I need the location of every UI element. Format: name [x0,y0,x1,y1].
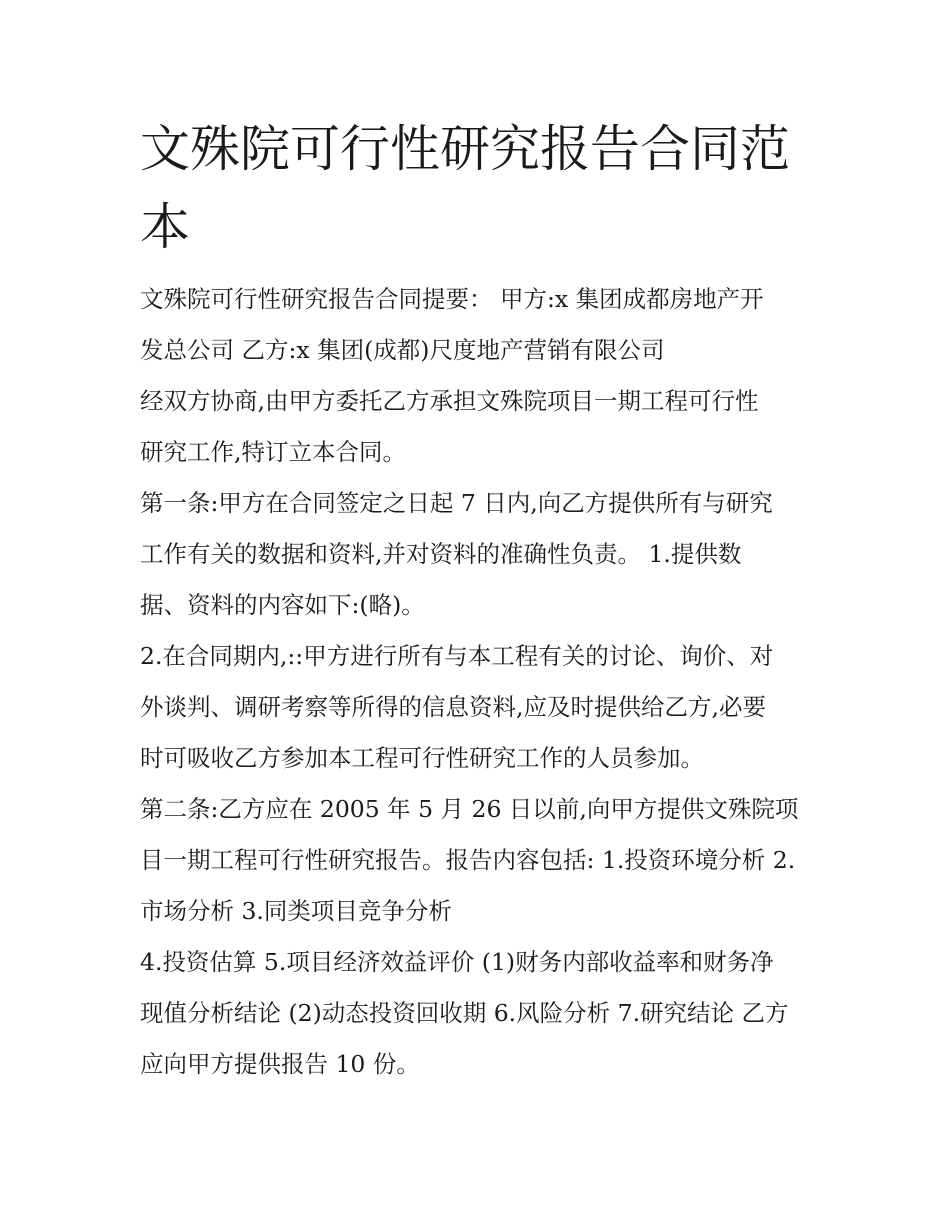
document-title [140,110,820,266]
body-line: 外谈判、调研考察等所得的信息资料,应及时提供给乙方,必要 [140,693,766,721]
body-line: 文殊院可行性研究报告合同提要： 甲方:x 集团成都房地产开 [140,285,764,313]
body-line: 目一期工程可行性研究报告。报告内容包括: 1.投资环境分析 2. [140,846,796,874]
body-line: 发总公司 乙方:x 集团(成都)尺度地产营销有限公司 [140,336,665,364]
body-line: 研究工作,特订立本合同。 [140,438,406,466]
body-line: 第二条:乙方应在 2005 年 5 月 26 日以前,向甲方提供文殊院项 [140,795,799,823]
body-line: 据、资料的内容如下:(略)。 [140,591,425,619]
body-line: 工作有关的数据和资料,并对资料的准确性负责。 1.提供数 [140,540,742,568]
body-line: 现值分析结论 (2)动态投资回收期 6.风险分析 7.研究结论 乙方 [140,999,789,1027]
body-line: 2.在合同期内,::甲方进行所有与本工程有关的讨论、询价、对 [140,642,774,670]
body-line: 4.投资估算 5.项目经济效益评价 (1)财务内部收益率和财务净 [140,948,774,976]
body-line: 应向甲方提供报告 10 份。 [140,1050,420,1078]
title-line-2: 本 [140,198,190,256]
title-line-1: 文殊院可行性研究报告合同范 [140,120,790,178]
body-line: 经双方协商,由甲方委托乙方承担文殊院项目一期工程可行性 [140,387,759,415]
body-line: 市场分析 3.同类项目竞争分析 [140,897,452,925]
body-line: 时可吸收乙方参加本工程可行性研究工作的人员参加。 [140,744,704,772]
body-line: 第一条:甲方在合同签定之日起 7 日内,向乙方提供所有与研究 [140,489,773,517]
